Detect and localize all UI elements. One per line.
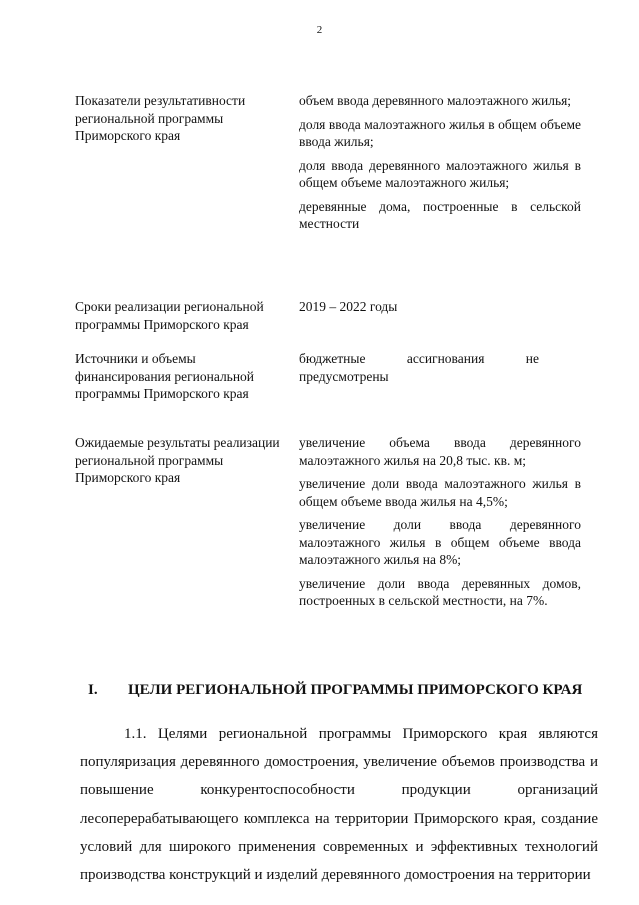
value-item: доля ввода малоэтажного жилья в общем объеме ввода жилья; xyxy=(299,116,581,149)
value-item: доля ввода деревянного малоэтажного жилья в общем объеме малоэтажного жилья; xyxy=(299,157,581,190)
value-item: 2019 – 2022 годы xyxy=(299,299,398,314)
value-item: увеличение доли ввода малоэтажного жилья в общем объеме ввода жилья на 4,5%; xyxy=(299,476,581,509)
section-title: ЦЕЛИ РЕГИОНАЛЬНОЙ ПРОГРАММЫ ПРИМОРСКОГО КРАЯ xyxy=(128,682,583,698)
section-heading xyxy=(88,680,588,700)
row-label: Показатели результативности региональной программы Приморского края xyxy=(75,93,246,143)
section-number: I. xyxy=(88,682,98,698)
row-label: Сроки реализации региональной программы Приморского края xyxy=(75,299,264,332)
row-values xyxy=(299,92,581,239)
row-label: Ожидаемые результаты реализации региональной программы Приморского края xyxy=(75,435,280,485)
row-values xyxy=(299,298,581,322)
value-item: деревянные дома, построенные в сельской местности xyxy=(299,198,581,231)
page-number: 2 xyxy=(316,24,323,36)
value-item: бюджетные ассигнования не предусмотрены xyxy=(299,351,539,384)
row-label: Источники и объемы финансирования региональной программы Приморского края xyxy=(75,351,255,401)
value-item: увеличение доли ввода деревянных домов, построенных в сельской местности, на 7%. xyxy=(299,575,581,608)
value-item: увеличение объема ввода деревянного малоэтажного жилья на 20,8 тыс. кв. м; xyxy=(299,435,581,468)
value-item: увеличение доли ввода деревянного малоэтажного жилья в общем объеме ввода малоэтажного жилья на 8%; xyxy=(299,517,581,567)
value-item: объем ввода деревянного малоэтажного жилья; xyxy=(299,93,572,108)
row-values xyxy=(299,350,581,391)
section-paragraph: 1.1. Целями региональной программы Приморского края являются популяризация деревянного домостроения, увеличение объемов производства и повышение конкурентоспособности продукции организаций лесоперерабатывающего комплекса на территории Приморского края, создание условий для широкого применения современных и эффективных технологий производства конструкций и изделий деревянного домостроения на территории xyxy=(80,726,598,884)
row-values xyxy=(299,434,581,616)
